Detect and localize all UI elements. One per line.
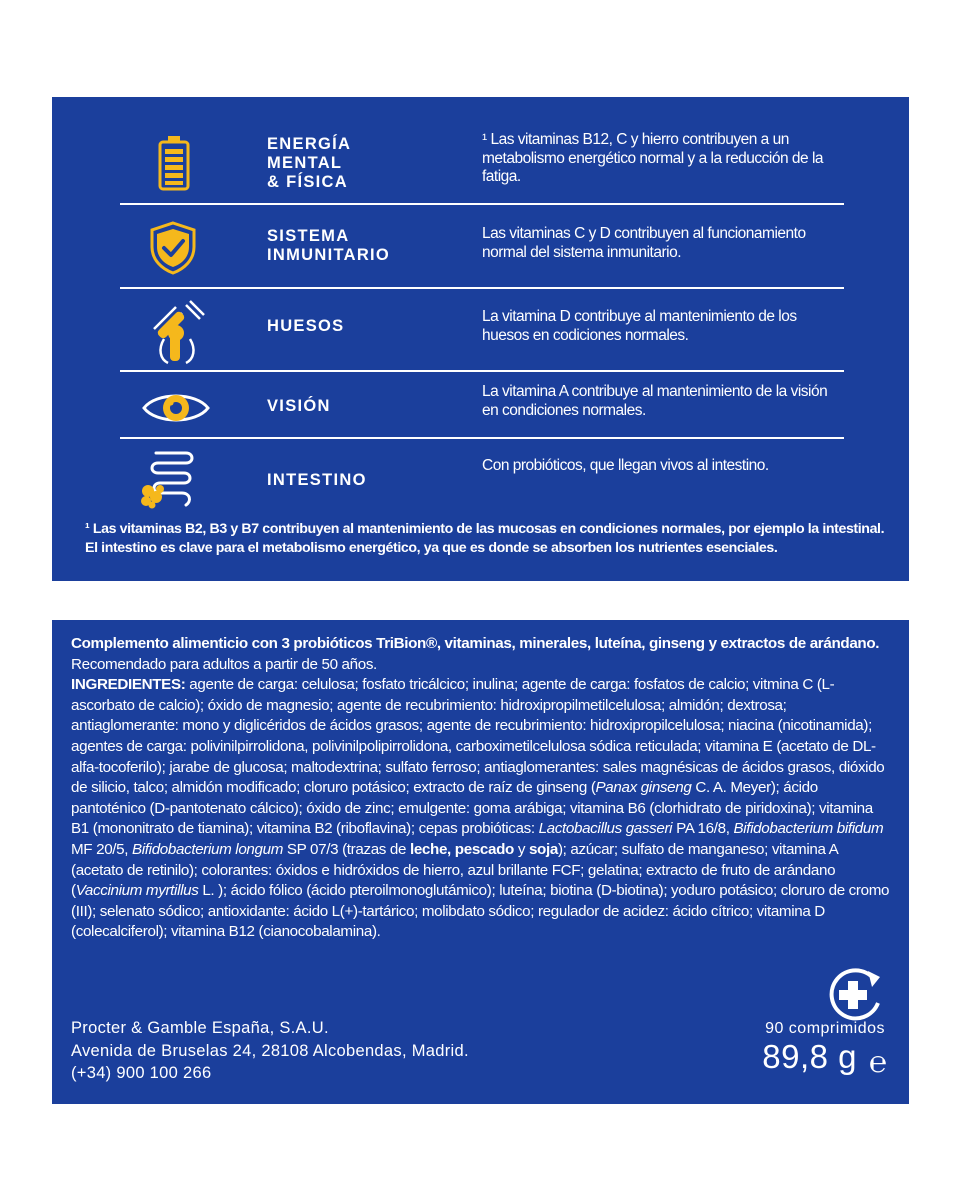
category-line: MENTAL xyxy=(267,154,343,172)
ingredients-panel xyxy=(52,620,909,1104)
bone-joint-icon xyxy=(146,299,210,365)
ingredients-part: MF 20/5, xyxy=(71,840,132,858)
quantity-label: 90 comprimidos xyxy=(765,1020,885,1037)
species-name: Bifidobacterium longum xyxy=(132,840,284,858)
footnote: ¹ Las vitaminas B2, B3 y B7 contribuyen al mantenimiento de las mucosas en condiciones normales, por ejemplo la intestinal. El intestino es clave para el metabolismo energético, ya que es donde se absorben los nutrientes esenciales. xyxy=(85,521,885,556)
product-headline: Complemento alimenticio con 3 probióticos TriBion®, vitaminas, minerales, luteína, ginseng y extractos de arándano. xyxy=(71,635,880,652)
battery-icon xyxy=(157,135,191,191)
benefit-description: Con probióticos, que llegan vivos al intestino. xyxy=(482,457,769,474)
category-line: INTESTINO xyxy=(267,471,367,489)
benefit-description: ¹ Las vitaminas B12, C y hierro contribuyen a un metabolismo energético normal y a la reducción de la fatiga. xyxy=(482,131,824,185)
allergen: soja xyxy=(528,840,558,858)
benefit-category xyxy=(267,135,351,192)
benefit-category xyxy=(267,317,344,336)
ingredients-part: y xyxy=(513,840,529,858)
category-line: INMUNITARIO xyxy=(267,246,391,264)
category-line: & FÍSICA xyxy=(267,173,348,191)
category-line: VISIÓN xyxy=(267,397,331,415)
divider xyxy=(120,437,844,439)
intestine-icon xyxy=(136,449,206,509)
estimated-sign: ℮ xyxy=(868,1046,887,1079)
ingredients-text xyxy=(71,634,891,943)
company-phone: (+34) 900 100 266 xyxy=(71,1064,212,1082)
product-recommendation: Recomendado para adultos a partir de 50 años. xyxy=(71,655,377,673)
divider xyxy=(120,287,844,289)
ingredients-part: agente de carga: celulosa; fosfato tricálcico; inulina; agente de carga: fosfatos de calcio; vitmina C (L-ascorbato de calcio); óxido de magnesio; agente de recubrimiento: hidroxipropilmetilcelulosa; almidón; dextrosa; antiaglomerante: mono y diglicéridos de ácidos grasos; agente de recubrimiento: hidroxipropilcelulosa; niacina (nicotinamida); agentes de carga: polivinilpirrolidona, polivinilpolipirrolidona, carboximetilcelulosa sódica reticulada; vitamina E (acetato de DL-alfa-tocoferilo); jarabe de glucosa; maltodextrina; sulfato ferroso; antiaglomerantes: sales magnésicas de ácidos grasos, dióxido de silicio, talco; almidón modificado; cloruro potásico; extracto de raíz de ginseng ( xyxy=(71,676,885,797)
company-address: Avenida de Bruselas 24, 28108 Alcobendas, Madrid. xyxy=(71,1041,469,1060)
benefits-panel xyxy=(52,97,909,581)
category-line: SISTEMA xyxy=(267,227,350,245)
ingredients-part: PA 16/8, xyxy=(672,820,734,838)
benefit-description: Las vitaminas C y D contribuyen al funcionamiento normal del sistema inmunitario. xyxy=(482,225,806,261)
company-info xyxy=(71,1017,469,1085)
ingredients-part: L. ); ácido fólico (ácido pteroilmonoglutámico); luteína; biotina (D-biotina); yoduro potásico; cloruro de cromo (III); selenato sódico; antioxidante: ácido L(+)-tartárico; molibdato sódico; regulador de acidez: ácido cítrico; vitamina D (colecalciferol); vitamina B12 (cianocobalamina). xyxy=(71,882,890,941)
shield-check-icon xyxy=(149,221,197,275)
benefit-category xyxy=(267,397,331,416)
eye-icon xyxy=(141,387,211,429)
recycle-plus-icon xyxy=(824,965,886,1025)
ingredients-label: INGREDIENTES: xyxy=(71,676,186,694)
company-name: Procter & Gamble España, S.A.U. xyxy=(71,1019,329,1037)
divider xyxy=(120,203,844,205)
ingredients-part: ); azúcar; sulfato de manganeso; vitamina A (acetato de retinilo); colorantes: óxidos e hidróxidos de hierro, azul brillante FCF; gelatina; extracto de fruto de arándano ( xyxy=(71,840,838,900)
benefit-category xyxy=(267,471,367,490)
species-name: Vaccinium myrtillus xyxy=(75,882,199,900)
ingredients-part: C. A. Meyer); ácido pantoténico (D-pantotenato cálcico); óxido de zinc; emulgente: goma arábiga; vitamina B6 (clorhidrato de piridoxina); vitamina B1 (mononitrato de tiamina); vitamina B2 (riboflavina); cepas probióticas: xyxy=(71,779,873,838)
benefit-description: La vitamina D contribuye al mantenimiento de los huesos en codiciones normales. xyxy=(482,308,797,344)
category-line: HUESOS xyxy=(267,317,345,335)
category-line: ENERGÍA xyxy=(267,135,352,153)
species-name: Lactobacillus gasseri xyxy=(538,820,673,838)
benefit-category xyxy=(267,227,390,265)
species-name: Bifidobacterium bifidum xyxy=(733,820,884,838)
allergen: leche, pescado xyxy=(409,840,514,858)
divider xyxy=(120,370,844,372)
ingredients-part: SP 07/3 (trazas de xyxy=(283,840,410,858)
benefit-description: La vitamina A contribuye al mantenimiento de la visión en condiciones normales. xyxy=(482,383,828,419)
net-weight: 89,8 g xyxy=(762,1038,857,1075)
species-name: Panax ginseng xyxy=(595,779,692,797)
